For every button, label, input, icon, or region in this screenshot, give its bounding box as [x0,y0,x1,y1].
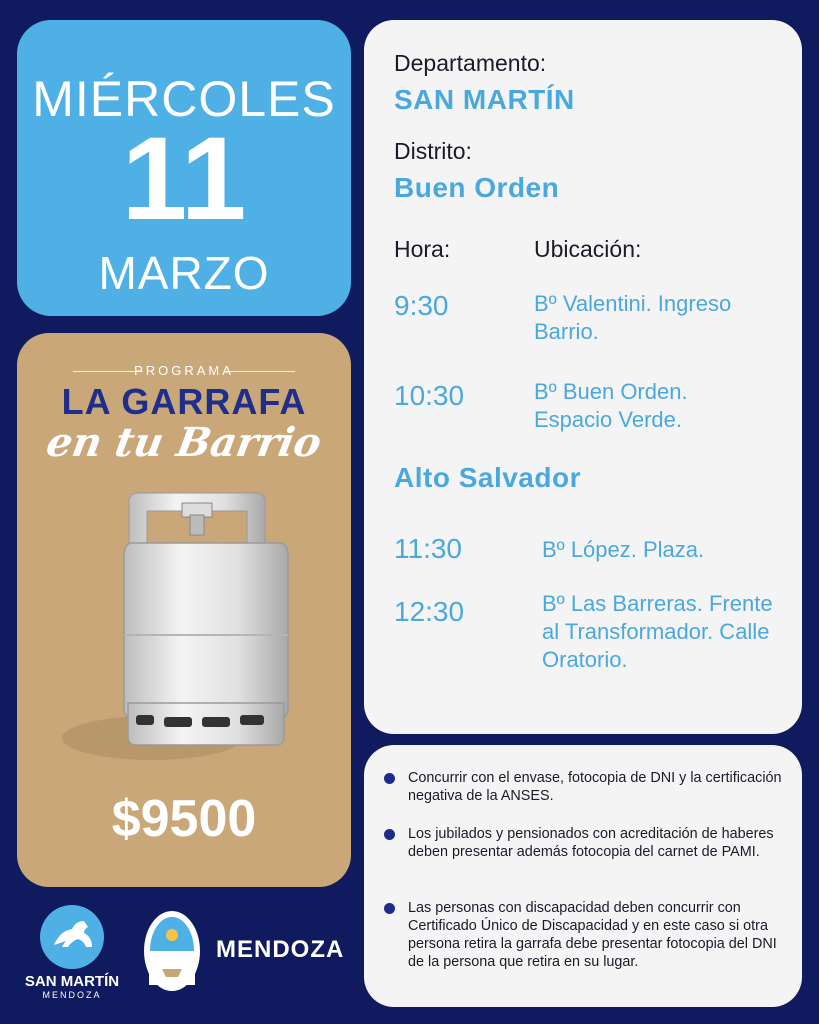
note-text: Concurrir con el envase, fotocopia de DNI y la certificación negativa de la ANSES. [408,770,782,804]
department-value: SAN MARTÍN [394,84,575,115]
schedule-place: Bº Las Barreras. Frente al Transformador. Calle Oratorio. [542,591,773,672]
note-text: Las personas con discapacidad deben concurrir con Certificado Único de Discapacidad y en este caso si otra persona retira la garrafa debe presentar fotocopia del DNI de la persona que retira en su lugar. [408,900,777,970]
bullet-icon [384,829,395,840]
program-subtitle: en tu Barrio [42,419,325,466]
price: $9500 [111,790,257,848]
list-item [384,825,789,861]
district-value: Buen Orden [394,172,560,203]
schedule-time: 10:30 [394,380,465,411]
date-day: 11 [121,113,247,245]
notes-card [364,745,802,1007]
mendoza-shield-icon [142,907,202,993]
note-text: Los jubilados y pensionados con acreditación de haberes deben presentar además fotocopia del carnet de PAMI. [408,826,774,860]
hour-header: Hora: [394,236,451,262]
list-item [384,899,789,971]
location-header: Ubicación: [534,236,642,262]
program-label: PROGRAMA [134,363,234,378]
san-martin-sub: MENDOZA [42,990,102,1000]
schedule-time: 12:30 [394,596,465,627]
date-weekday: MIÉRCOLES [32,71,336,127]
schedule-time: 11:30 [394,533,462,564]
horse-icon [40,905,104,969]
department-label: Departamento: [394,50,547,76]
date-month: MARZO [98,247,270,299]
list-item [384,769,789,805]
program-title: LA GARRAFA [61,381,307,422]
bullet-icon [384,903,395,914]
schedule-place: Bº Valentini. Ingreso Barrio. [534,291,732,344]
schedule-place: Bº Buen Orden. Espacio Verde. [534,379,688,432]
san-martin-name: SAN MARTÍN [24,973,120,990]
mendoza-logo-text: MENDOZA [216,936,345,963]
date-card [17,20,351,316]
gas-cylinder-icon [52,483,312,773]
info-card [364,20,802,734]
schedule-place: Bº López. Plaza. [542,537,705,562]
section-title: Alto Salvador [394,462,581,493]
san-martin-logo [24,905,120,1000]
schedule-time: 9:30 [394,290,449,321]
bullet-icon [384,773,395,784]
district-label: Distrito: [394,138,472,164]
program-card [17,333,351,887]
